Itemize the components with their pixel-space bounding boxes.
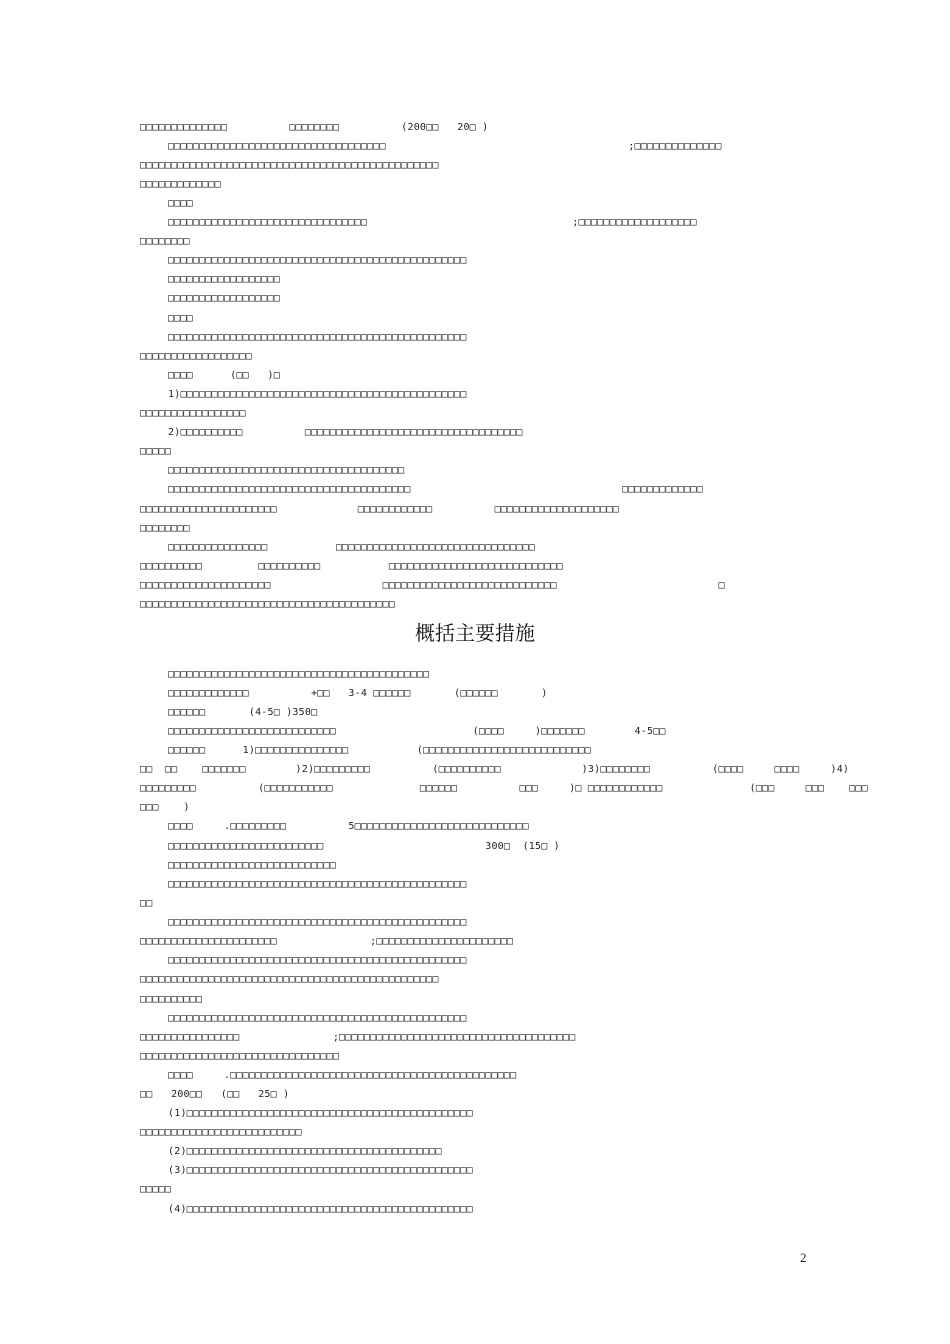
measures-text-line: □□□□□□□□□□□□□□□□ ;□□□□□□□□□□□□□□□□□□□□□□□□□□□□□□□□□□□□□□ <box>140 1032 576 1043</box>
body-text-line: □□□□ (□□ )□ <box>168 370 280 381</box>
body-text-line: □□□□□□□□□□□□□□□□□□□□□□□□□□□□□□□□□□□□□□ <box>168 465 405 476</box>
body-text-line: □□□□□□□□□□□□□□□□□□□□□□□□□□□□□□□□□□□□□□□□□□□□□□□□ <box>168 332 467 343</box>
body-text-line: □□□□□□□□□□□□□□□□□□□□□□ □□□□□□□□□□□□ □□□□□□□□□□□□□□□□□□□□ <box>140 504 619 515</box>
body-text-line: □□□□□□□□□□□□□□□□□□□□□□□□□□□□□□□□□□□□□□□□□ <box>140 599 396 610</box>
body-text-line: □□□□□ <box>140 446 172 457</box>
body-text-line: □□□□□□□□□□□□□□□□□□□□□□□□□□□□□□□□□□□ ;□□□□□□□□□□□□□□ <box>168 141 722 152</box>
body-text-line: 1)□□□□□□□□□□□□□□□□□□□□□□□□□□□□□□□□□□□□□□□□□□□□□□ <box>168 389 467 400</box>
body-text-line: □□□□□□□□□□□□□□□□□□□□□□□□□□□□□□□□□□□□□□□ □□□□□□□□□□□□□ <box>168 484 703 495</box>
measures-text-line: □□□□□□□□□□□□□□□□□□□□□□□□□□□□□□□□□□□□□□□□□□ <box>168 669 430 680</box>
section-heading: 概括主要措施 <box>415 621 535 645</box>
body-text-line: □□□□ <box>168 313 193 324</box>
body-text-line: □□□□□□□□□□□□□□□□□□□□□ □□□□□□□□□□□□□□□□□□□□□□□□□□□□ □ <box>140 580 725 591</box>
measures-text-line: □□□□□□□□□□□□□□□□□□□□□□□□□□□□□□□□□□□□□□□□□□□□□□□□ <box>168 879 467 890</box>
measures-text-line: (2)□□□□□□□□□□□□□□□□□□□□□□□□□□□□□□□□□□□□□□□□□ <box>168 1146 442 1157</box>
body-text-line: □□□□ <box>168 198 193 209</box>
body-text-line: □□□□□□□□ <box>140 236 190 247</box>
measures-text-line: □□□□□□□□□□□□□□□□□□□□□□□□□□□□□□□□□□□□□□□□□□□□□□□□ <box>168 917 467 928</box>
measures-text-line: □□□□□□□□□□ <box>140 994 203 1005</box>
measures-text-line: □□□□□□ (4-5□ )350□ <box>168 707 318 718</box>
measures-text-line: □□ □□ □□□□□□□ )2)□□□□□□□□□ (□□□□□□□□□□ )3)□□□□□□□□ (□□□□ □□□□ )4) <box>140 764 850 775</box>
measures-text-line: □□□□□□□□□□□□□□□□□□□□□□□□□□□□□□□□□□□□□□□□□□□□□□□□ <box>140 974 439 985</box>
body-text-line: □□□□□□□□□□□□□ <box>140 179 221 190</box>
measures-text-line: □□□□□□□□□□□□□□□□□□□□□□□□□□□ <box>168 860 336 871</box>
measures-text-line: □□ 200□□ (□□ 25□ ) <box>140 1089 290 1100</box>
body-text-line: □□□□□□□□□□□□□□□□□□ <box>168 293 280 304</box>
measures-text-line: □□□□□□□□□□□□□□□□□□□□□□□□□ 300□ (15□ ) <box>168 841 560 852</box>
page-number: 2 <box>800 1250 807 1265</box>
measures-text-line: (4)□□□□□□□□□□□□□□□□□□□□□□□□□□□□□□□□□□□□□□□□□□□□□□ <box>168 1204 473 1215</box>
measures-text-line: □□□□□ <box>140 1184 172 1195</box>
body-text-line: 2)□□□□□□□□□□ □□□□□□□□□□□□□□□□□□□□□□□□□□□□□□□□□□□ <box>168 427 523 438</box>
body-text-line: □□□□□□□□□□□□□□□□□□□□□□□□□□□□□□□□ ;□□□□□□□□□□□□□□□□□□□ <box>168 217 697 228</box>
body-text-line: □□□□□□□□□□□□□□ □□□□□□□□ (200□□ 20□ ) <box>140 122 489 133</box>
body-text-line: □□□□□□□□□□□□□□□□□□□□□□□□□□□□□□□□□□□□□□□□□□□□□□□□ <box>140 160 439 171</box>
measures-text-line: □□□□□□□□□□□□□□□□□□□□□□ ;□□□□□□□□□□□□□□□□□□□□□□ <box>140 936 514 947</box>
measures-text-line: □□□□□□ 1)□□□□□□□□□□□□□□□ (□□□□□□□□□□□□□□□□□□□□□□□□□□□ <box>168 745 591 756</box>
body-text-line: □□□□□□□□ <box>140 523 190 534</box>
measures-text-line: □□□□□□□□□ (□□□□□□□□□□□ □□□□□□ □□□ )□ □□□□□□□□□□□□ (□□□ □□□ □□□ <box>140 783 868 794</box>
body-text-line: □□□□□□□□□□□□□□□□□□ <box>168 274 280 285</box>
measures-text-line: □□□ ) <box>140 802 190 813</box>
measures-text-line: □□□□ .□□□□□□□□□ 5□□□□□□□□□□□□□□□□□□□□□□□□□□□□ <box>168 821 529 832</box>
measures-text-line: □□ <box>140 898 153 909</box>
measures-text-line: (1)□□□□□□□□□□□□□□□□□□□□□□□□□□□□□□□□□□□□□□□□□□□□□□ <box>168 1108 473 1119</box>
measures-text-line: □□□□□□□□□□□□□□□□□□□□□□□□□□□□□□□□□□□□□□□□□□□□□□□□ <box>168 955 467 966</box>
body-text-line: □□□□□□□□□□□□□□□□□ <box>140 408 246 419</box>
body-text-line: □□□□□□□□□□ □□□□□□□□□□ □□□□□□□□□□□□□□□□□□□□□□□□□□□□ <box>140 561 563 572</box>
measures-text-line: □□□□□□□□□□□□□□□□□□□□□□□□□□□□□□□□□□□□□□□□□□□□□□□□ <box>168 1013 467 1024</box>
measures-text-line: □□□□ .□□□□□□□□□□□□□□□□□□□□□□□□□□□□□□□□□□□□□□□□□□□□□□ <box>168 1070 517 1081</box>
measures-text-line: □□□□□□□□□□□□□□□□□□□□□□□□□□□□□□□□ <box>140 1051 340 1062</box>
body-text-line: □□□□□□□□□□□□□□□□□□□□□□□□□□□□□□□□□□□□□□□□□□□□□□□□ <box>168 255 467 266</box>
measures-text-line: (3)□□□□□□□□□□□□□□□□□□□□□□□□□□□□□□□□□□□□□□□□□□□□□□ <box>168 1165 473 1176</box>
measures-text-line: □□□□□□□□□□□□□ +□□ 3-4 □□□□□□ (□□□□□□ ) <box>168 688 548 699</box>
body-text-line: □□□□□□□□□□□□□□□□ □□□□□□□□□□□□□□□□□□□□□□□□□□□□□□□□ <box>168 542 536 553</box>
measures-text-line: □□□□□□□□□□□□□□□□□□□□□□□□□□ <box>140 1127 302 1138</box>
measures-text-line: □□□□□□□□□□□□□□□□□□□□□□□□□□□ (□□□□ )□□□□□□□ 4-5□□ <box>168 726 666 737</box>
body-text-line: □□□□□□□□□□□□□□□□□□ <box>140 351 252 362</box>
